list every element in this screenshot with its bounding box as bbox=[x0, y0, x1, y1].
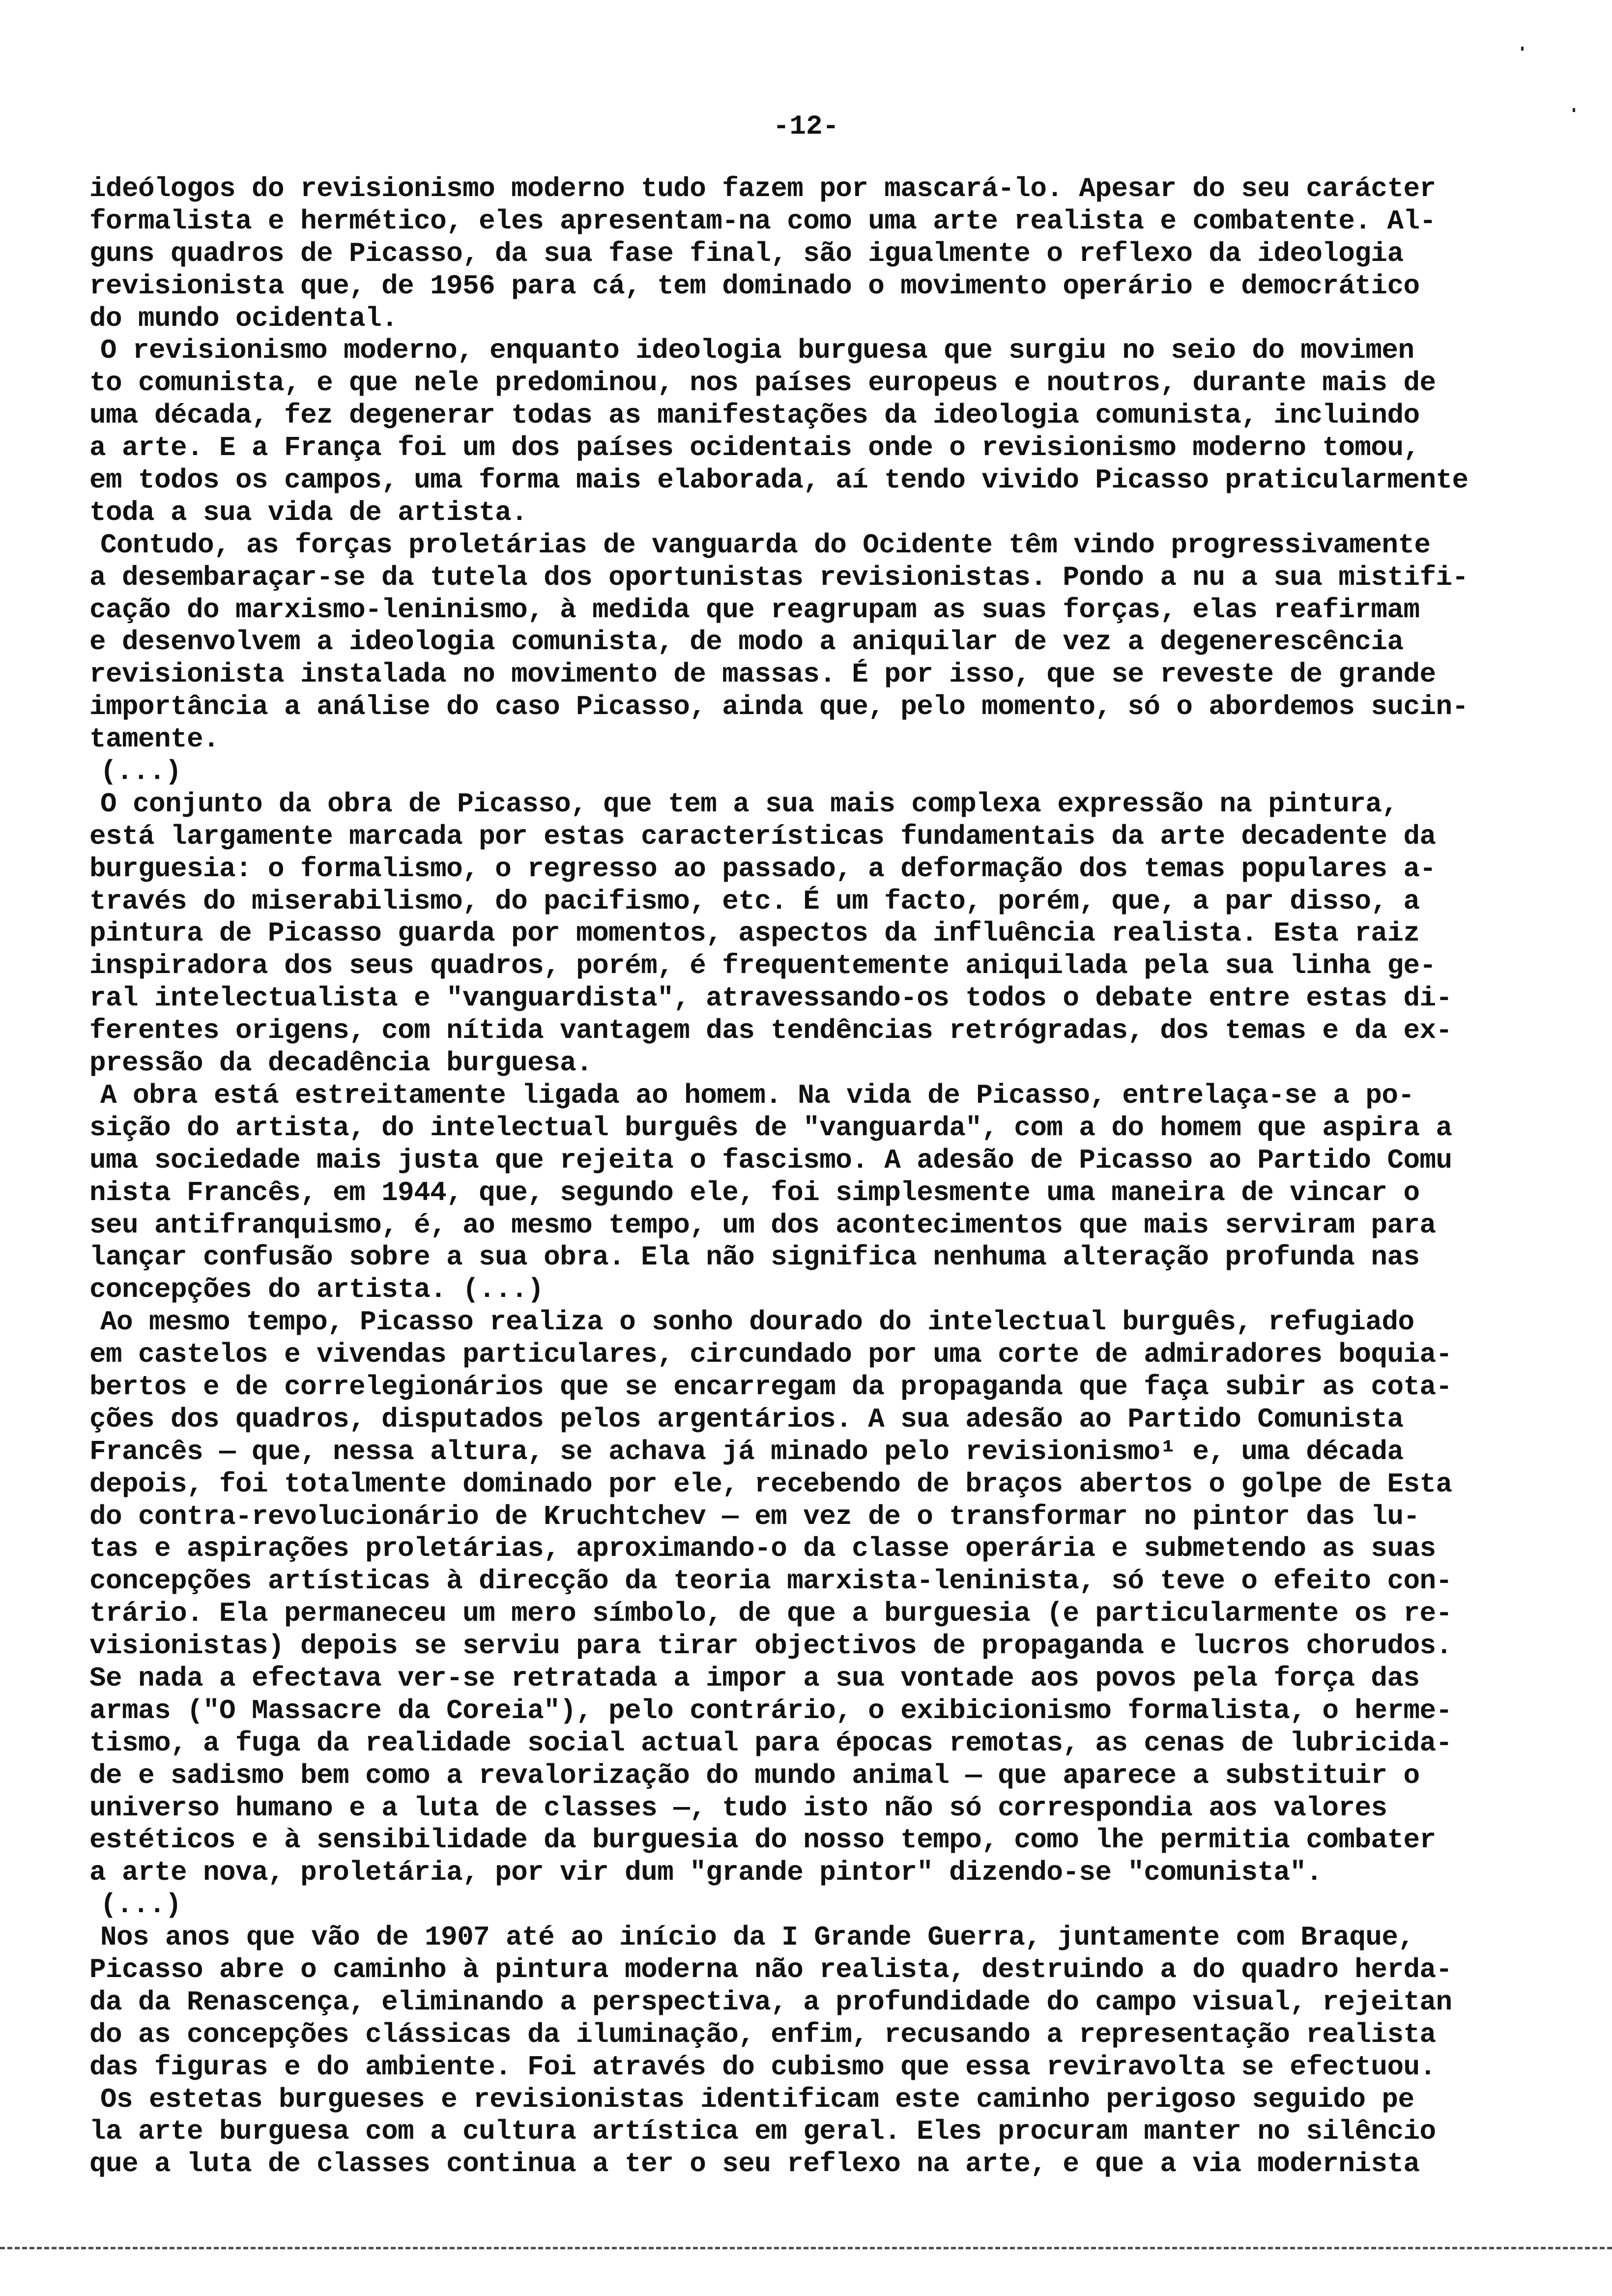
text-line: (...) bbox=[100, 756, 182, 788]
text-line: importância a análise do caso Picasso, ainda que, pelo momento, só o abordemos sucin- bbox=[89, 691, 1468, 723]
text-line: ções dos quadros, disputados pelos argentários. A sua adesão ao Partido Comunista bbox=[89, 1403, 1404, 1435]
text-line: que a luta de classes continua a ter o seu reflexo na arte, e que a via modernista bbox=[89, 2148, 1420, 2180]
text-line: guns quadros de Picasso, da sua fase final, são igualmente o reflexo da ideologia bbox=[89, 237, 1404, 269]
text-line: toda a sua vida de artista. bbox=[89, 496, 528, 528]
text-line: do mundo ocidental. bbox=[89, 302, 398, 334]
text-line: Se nada a efectava ver-se retratada a impor a sua vontade aos povos pela força das bbox=[89, 1662, 1420, 1694]
text-line: tas e aspirações proletárias, aproximando-o da classe operária e submetendo as suas bbox=[89, 1533, 1436, 1565]
text-line: do as concepções clássicas da iluminação, enfim, recusando a representação realista bbox=[89, 2018, 1436, 2050]
text-line: Contudo, as forças proletárias de vanguarda do Ocidente têm vindo progressivamente bbox=[100, 529, 1431, 561]
text-line: tismo, a fuga da realidade social actual para épocas remotas, as cenas de lubricida- bbox=[89, 1727, 1452, 1759]
text-line: pressão da decadência burguesa. bbox=[89, 1047, 593, 1079]
text-line: nista Francês, em 1944, que, segundo ele, foi simplesmente uma maneira de vincar o bbox=[89, 1177, 1420, 1208]
text-line: (...) bbox=[100, 1889, 182, 1921]
text-line: e desenvolvem a ideologia comunista, de modo a aniquilar de vez a degenerescência bbox=[89, 626, 1404, 658]
text-line: O conjunto da obra de Picasso, que tem a sua mais complexa expressão na pintura, bbox=[100, 788, 1398, 820]
text-line: O revisionismo moderno, enquanto ideologia burguesa que surgiu no seio do movimen bbox=[100, 335, 1414, 367]
body-text bbox=[89, 173, 1544, 2181]
text-line: uma década, fez degenerar todas as manifestações da ideologia comunista, incluindo bbox=[89, 400, 1420, 431]
text-line: Ao mesmo tempo, Picasso realiza o sonho dourado do intelectual burguês, refugiado bbox=[100, 1306, 1414, 1338]
text-line: bertos e de correlegionários que se encarregam da propaganda que faça subir as cota- bbox=[89, 1371, 1452, 1403]
text-line: visionistas) depois se serviu para tirar objectivos de propaganda e lucros chorudos. bbox=[89, 1630, 1452, 1662]
text-line: burguesia: o formalismo, o regresso ao passado, a deformação dos temas populares a- bbox=[89, 853, 1436, 885]
scan-speck bbox=[1521, 47, 1524, 51]
text-line: Os estetas burgueses e revisionistas identificam este caminho perigoso seguido pe bbox=[100, 2083, 1414, 2115]
text-line: a arte. E a França foi um dos países ocidentais onde o revisionismo moderno tomou, bbox=[89, 432, 1420, 464]
text-line: Nos anos que vão de 1907 até ao início da I Grande Guerra, juntamente com Braque, bbox=[100, 1922, 1414, 1953]
footer-rule bbox=[0, 2247, 1612, 2249]
text-line: cação do marxismo-leninismo, à medida que reagrupam as suas forças, elas reafirmam bbox=[89, 594, 1420, 626]
text-line: seu antifranquismo, é, ao mesmo tempo, um dos acontecimentos que mais serviram para bbox=[89, 1209, 1436, 1241]
text-line: ral intelectualista e "vanguardista", atravessando-os todos o debate entre estas di- bbox=[89, 982, 1452, 1014]
text-line: to comunista, e que nele predominou, nos países europeus e noutros, durante mais de bbox=[89, 367, 1436, 399]
text-line: universo humano e a luta de classes —, tudo isto não só correspondia aos valores bbox=[89, 1792, 1387, 1824]
text-line: a arte nova, proletária, por vir dum "grande pintor" dizendo-se "comunista". bbox=[89, 1857, 1323, 1889]
text-line: revisionista que, de 1956 para cá, tem dominado o movimento operário e democrático bbox=[89, 270, 1420, 302]
text-line: armas ("O Massacre da Coreia"), pelo contrário, o exibicionismo formalista, o herme- bbox=[89, 1694, 1452, 1726]
text-line: estéticos e à sensibilidade da burguesia do nosso tempo, como lhe permitia combater bbox=[89, 1824, 1436, 1856]
text-line: lançar confusão sobre a sua obra. Ela não significa nenhuma alteração profunda nas bbox=[89, 1241, 1420, 1273]
text-line: em castelos e vivendas particulares, circundado por uma corte de admiradores boquia- bbox=[89, 1339, 1452, 1371]
text-line: a desembaraçar-se da tutela dos oportunistas revisionistas. Pondo a nu a sua mistifi- bbox=[89, 561, 1468, 593]
text-line: la arte burguesa com a cultura artística em geral. Eles procuram manter no silêncio bbox=[89, 2116, 1436, 2148]
page-number: -12- bbox=[773, 111, 839, 142]
text-line: trário. Ela permaneceu um mero símbolo, de que a burguesia (e particularmente os re- bbox=[89, 1598, 1452, 1630]
text-line: da da Renascença, eliminando a perspectiva, a profundidade do campo visual, rejeitan bbox=[89, 1986, 1452, 2018]
text-line: em todos os campos, uma forma mais elaborada, aí tendo vivido Picasso praticularmente bbox=[89, 464, 1468, 496]
text-line: ideólogos do revisionismo moderno tudo fazem por mascará-lo. Apesar do seu carácter bbox=[89, 173, 1436, 204]
text-line: está largamente marcada por estas características fundamentais da arte decadente da bbox=[89, 820, 1436, 852]
text-line: través do miserabilismo, do pacifismo, etc. É um facto, porém, que, a par disso, a bbox=[89, 885, 1420, 917]
text-line: concepções artísticas à direcção da teoria marxista-leninista, só teve o efeito con- bbox=[89, 1565, 1452, 1597]
text-line: Picasso abre o caminho à pintura moderna não realista, destruindo a do quadro herda- bbox=[89, 1953, 1452, 1985]
text-line: tamente. bbox=[89, 723, 220, 755]
text-line: formalista e hermético, eles apresentam-na como uma arte realista e combatente. Al- bbox=[89, 205, 1436, 237]
text-line: do contra-revolucionário de Kruchtchev — em vez de o transformar no pintor das lu- bbox=[89, 1500, 1420, 1532]
text-line: ferentes origens, com nítida vantagem das tendências retrógradas, dos temas e da ex- bbox=[89, 1015, 1452, 1047]
text-line: das figuras e do ambiente. Foi através do cubismo que essa reviravolta se efectuou. bbox=[89, 2051, 1436, 2083]
text-line: depois, foi totalmente dominado por ele, recebendo de braços abertos o golpe de Esta bbox=[89, 1468, 1452, 1500]
text-line: de e sadismo bem como a revalorização do mundo animal — que aparece a substituir o bbox=[89, 1759, 1420, 1791]
text-line: pintura de Picasso guarda por momentos, aspectos da influência realista. Esta raiz bbox=[89, 918, 1420, 949]
text-line: concepções do artista. (...) bbox=[89, 1274, 544, 1306]
text-line: sição do artista, do intelectual burguês de "vanguarda", com a do homem que aspira a bbox=[89, 1112, 1452, 1144]
text-line: Francês — que, nessa altura, se achava já minado pelo revisionismo¹ e, uma década bbox=[89, 1435, 1404, 1467]
text-line: revisionista instalada no movimento de massas. É por isso, que se reveste de grande bbox=[89, 659, 1436, 690]
text-line: A obra está estreitamente ligada ao homem. Na vida de Picasso, entrelaça-se a po- bbox=[100, 1079, 1414, 1111]
text-line: inspiradora dos seus quadros, porém, é frequentemente aniquilada pela sua linha ge- bbox=[89, 950, 1436, 982]
text-line: uma sociedade mais justa que rejeita o fascismo. A adesão de Picasso ao Partido Comu bbox=[89, 1144, 1452, 1176]
